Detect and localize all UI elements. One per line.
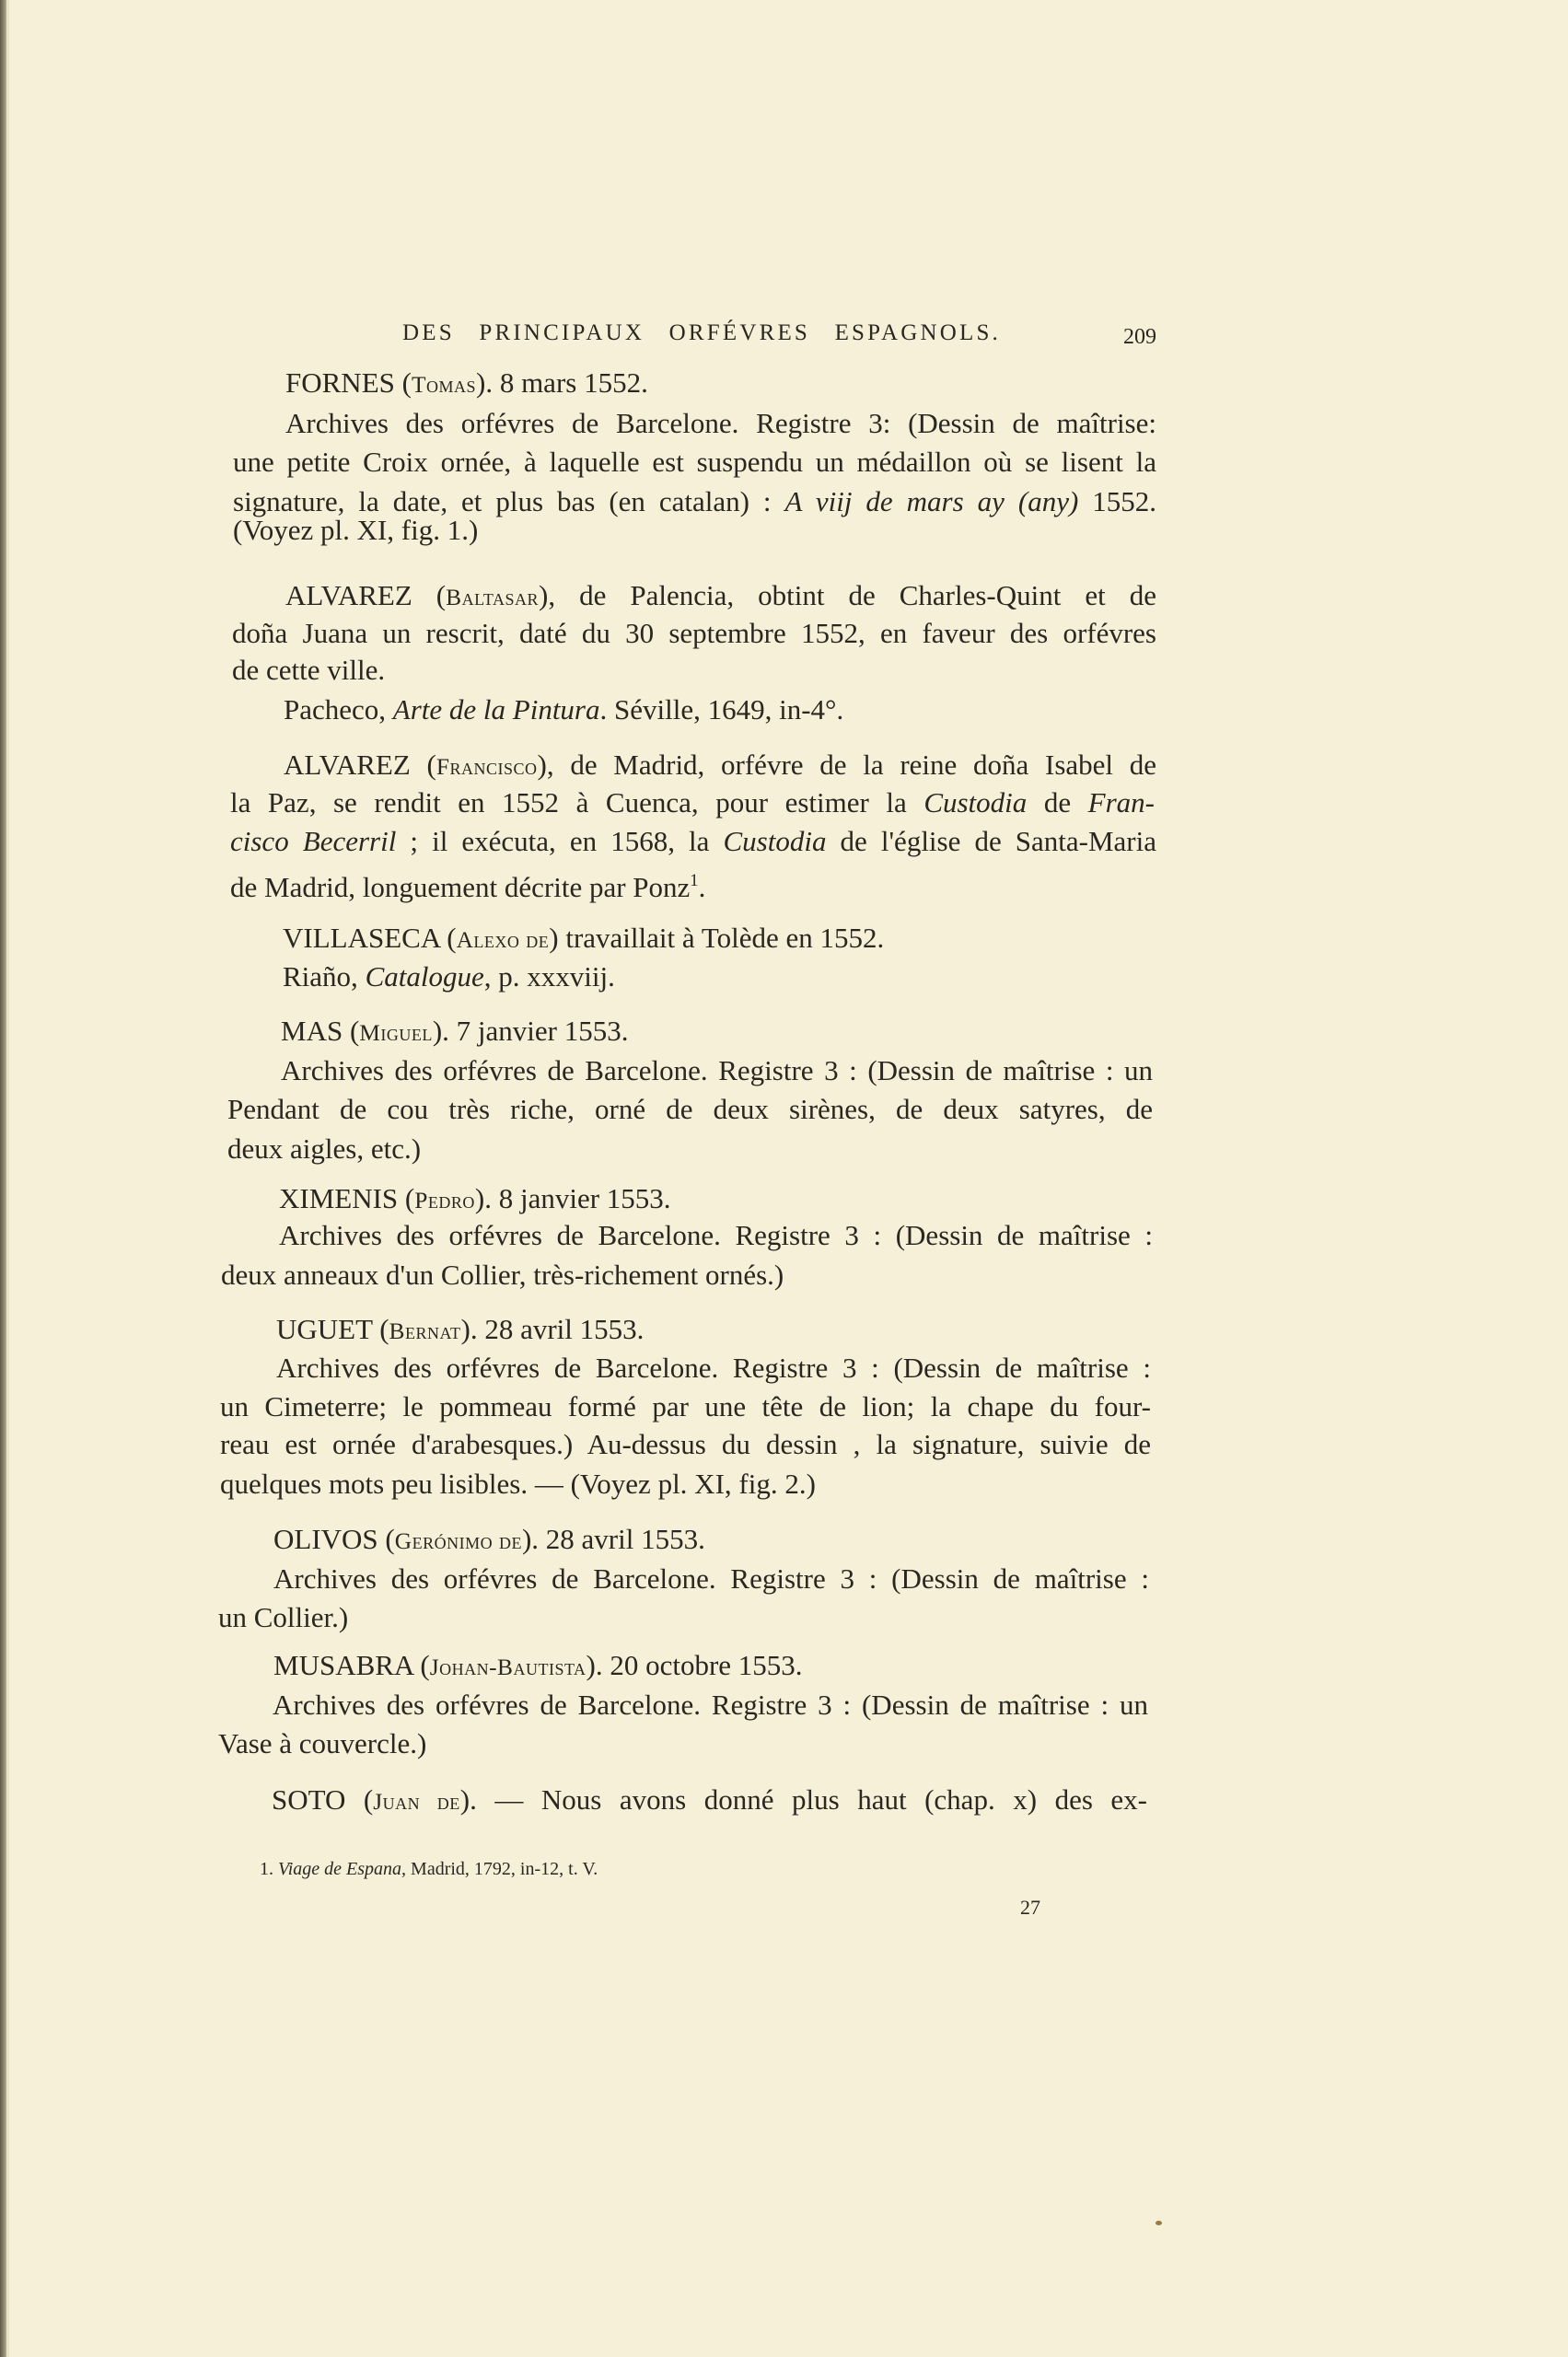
- line-text: Archives des orfévres de Barcelone. Registre 3 : (Dessin de maîtrise :: [279, 1219, 1153, 1251]
- entry-heading: [276, 1311, 921, 1348]
- text-line: [273, 1561, 1149, 1597]
- line-italic: Custodia: [923, 786, 1028, 819]
- heading-smallcaps: Baltasar: [446, 585, 539, 610]
- heading-text: UGUET (: [276, 1313, 389, 1345]
- line-text: Archives des orfévres de Barcelone. Registre 3 : (Dessin de maîtrise : un: [273, 1689, 1148, 1721]
- line-text: deux aigles, etc.): [227, 1132, 422, 1165]
- footnote-title: Viage de Espana,: [278, 1859, 407, 1879]
- line-text: Vase à couvercle.): [218, 1727, 427, 1759]
- line-text: la Paz, se rendit en 1552 à Cuenca, pour estimer la: [230, 786, 924, 819]
- line-text: reau est ornée d'arabesques.) Au-dessus du dessin , la signature, suivie de: [220, 1428, 1151, 1460]
- heading-text: ), de Palencia, obtint de Charles-Quint et de: [539, 579, 1156, 611]
- text-line: [276, 1350, 1151, 1387]
- line-italic: Custodia: [723, 825, 827, 857]
- heading-text: MAS (: [281, 1015, 360, 1047]
- text-line: [233, 512, 785, 549]
- heading-smallcaps: Alexo de: [456, 927, 550, 953]
- heading-text: ). — Nous avons donné plus haut (chap. x) des ex-: [459, 1783, 1147, 1816]
- entry-heading: [283, 920, 1019, 957]
- heading-text: ). 8 mars 1552.: [476, 366, 648, 399]
- heading-text: SOTO (: [272, 1783, 374, 1816]
- text-line: [281, 1052, 1153, 1089]
- line-italic: Fran-: [1087, 786, 1155, 819]
- heading-text: ). 28 avril 1553.: [460, 1313, 645, 1345]
- line-text: quelques mots peu lisibles. — (Voyez pl. XI, fig. 2.): [220, 1468, 816, 1500]
- heading-text: ALVAREZ (: [284, 749, 436, 781]
- heading-text: ), de Madrid, orfévre de la reine doña Isabel de: [537, 749, 1156, 781]
- line-text: Archives des orfévres de Barcelone. Registre 3 : (Dessin de maîtrise :: [276, 1352, 1151, 1384]
- heading-smallcaps: Tomas: [411, 372, 476, 398]
- text-line: [284, 691, 928, 728]
- line-text: de cette ville.: [232, 654, 386, 686]
- line-text: ; il exécuta, en 1568, la: [396, 825, 724, 857]
- entry-heading: [279, 1180, 923, 1217]
- paper-speck: [1156, 2221, 1162, 2225]
- line-text: deux anneaux d'un Collier, très-richement ornés.): [221, 1259, 784, 1291]
- text-line: [230, 823, 1156, 860]
- heading-text: ) travaillait à Tolède en 1552.: [549, 922, 885, 954]
- line-text: Archives des orfévres de Barcelone. Registre 3 : (Dessin de maîtrise : un: [281, 1054, 1153, 1086]
- line-text: .: [698, 871, 706, 904]
- entry-heading: [272, 1782, 1147, 1818]
- line-italic: cisco Becerril: [230, 825, 397, 857]
- heading-smallcaps: Bernat: [389, 1318, 461, 1344]
- heading-text: MUSABRA (: [273, 1649, 430, 1681]
- heading-text: ALVAREZ (: [285, 579, 447, 611]
- line-text: Archives des orfévres de Barcelone. Registre 3 : (Dessin de maîtrise :: [273, 1562, 1149, 1595]
- entry-heading: [281, 1013, 925, 1050]
- footnote-marker: 1: [690, 871, 699, 890]
- text-line: [218, 1725, 587, 1762]
- text-line: [230, 863, 875, 904]
- text-line: [227, 1091, 1153, 1128]
- heading-smallcaps: Gerónimo de: [394, 1528, 522, 1554]
- text-line: [230, 784, 1155, 821]
- line-text: un Cimeterre; le pommeau formé par une tête de lion; la chape du four-: [220, 1390, 1151, 1422]
- text-line: [220, 1426, 1151, 1463]
- line-text: signature, la date, et plus bas (en catalan) :: [233, 485, 785, 517]
- line-italic: Catalogue: [365, 960, 484, 993]
- text-line: [233, 444, 1156, 481]
- line-text: doña Juana un rescrit, daté du 30 septembre 1552, en faveur des orfévres: [232, 617, 1156, 649]
- running-header: DES PRINCIPAUX ORFÉVRES ESPAGNOLS.: [402, 320, 1001, 345]
- line-text: Pendant de cou très riche, orné de deux sirènes, de deux satyres, de: [227, 1093, 1153, 1125]
- page-gutter: [6, 0, 9, 2357]
- heading-text: ). 20 octobre 1553.: [586, 1649, 803, 1681]
- line-text: , p. xxxviij.: [483, 960, 615, 993]
- entry-heading: [273, 1521, 918, 1558]
- heading-smallcaps: Pedro: [414, 1188, 475, 1213]
- heading-text: OLIVOS (: [273, 1523, 395, 1555]
- entry-heading: [284, 747, 1156, 784]
- heading-text: FORNES (: [285, 366, 412, 399]
- text-line: [220, 1388, 1151, 1425]
- line-text: 1552.: [1078, 485, 1156, 517]
- text-line: [273, 1687, 1148, 1724]
- heading-text: ). 28 avril 1553.: [521, 1523, 705, 1555]
- line-italic: Arte de la Pintura: [392, 693, 600, 726]
- text-line: [227, 1131, 596, 1167]
- heading-text: XIMENIS (: [279, 1182, 415, 1214]
- footnote: [260, 1855, 598, 1883]
- line-italic: A viij de mars ay (any): [784, 485, 1079, 517]
- line-text: un Collier.): [218, 1601, 349, 1633]
- text-line: [283, 958, 835, 995]
- footnote-text: Madrid, 1792, in-12, t. V.: [406, 1859, 598, 1879]
- heading-text: ). 7 janvier 1553.: [432, 1015, 629, 1047]
- text-line: [220, 1466, 957, 1503]
- heading-smallcaps: Juan de: [373, 1789, 460, 1815]
- line-text: Pacheco,: [284, 693, 393, 726]
- text-line: [232, 652, 600, 689]
- heading-smallcaps: Miguel: [359, 1020, 433, 1046]
- signature-mark: 27: [1020, 1896, 1040, 1919]
- text-line: [279, 1217, 1153, 1254]
- line-text: de l'église de Santa-Maria: [826, 825, 1156, 857]
- line-text: Archives des orfévres de Barcelone. Registre 3: (Dessin de maîtrise:: [285, 407, 1156, 439]
- entry-heading: [285, 577, 1156, 614]
- page-number: 209: [1123, 325, 1156, 349]
- entry-heading: [273, 1647, 1010, 1684]
- heading-text: VILLASECA (: [283, 922, 457, 954]
- heading-text: ). 8 janvier 1553.: [474, 1182, 671, 1214]
- text-line: [285, 405, 1156, 442]
- book-spine-edge: [0, 0, 6, 2357]
- heading-smallcaps: Francisco: [436, 754, 538, 780]
- line-text: de Madrid, longuement décrite par Ponz: [230, 871, 691, 904]
- entry-heading: [285, 365, 930, 401]
- line-text: . Séville, 1649, in-4°.: [599, 693, 844, 726]
- line-text: (Voyez pl. XI, fig. 1.): [233, 514, 479, 546]
- line-text: Riaño,: [283, 960, 366, 993]
- heading-smallcaps: Johan-Bautista: [429, 1655, 587, 1680]
- footnote-number: 1.: [260, 1859, 273, 1879]
- text-line: [218, 1599, 587, 1636]
- line-text: de: [1027, 786, 1088, 819]
- line-text: une petite Croix ornée, à laquelle est suspendu un médaillon où se lisent la: [233, 446, 1156, 478]
- text-line: [221, 1257, 958, 1294]
- text-line: [232, 615, 1156, 652]
